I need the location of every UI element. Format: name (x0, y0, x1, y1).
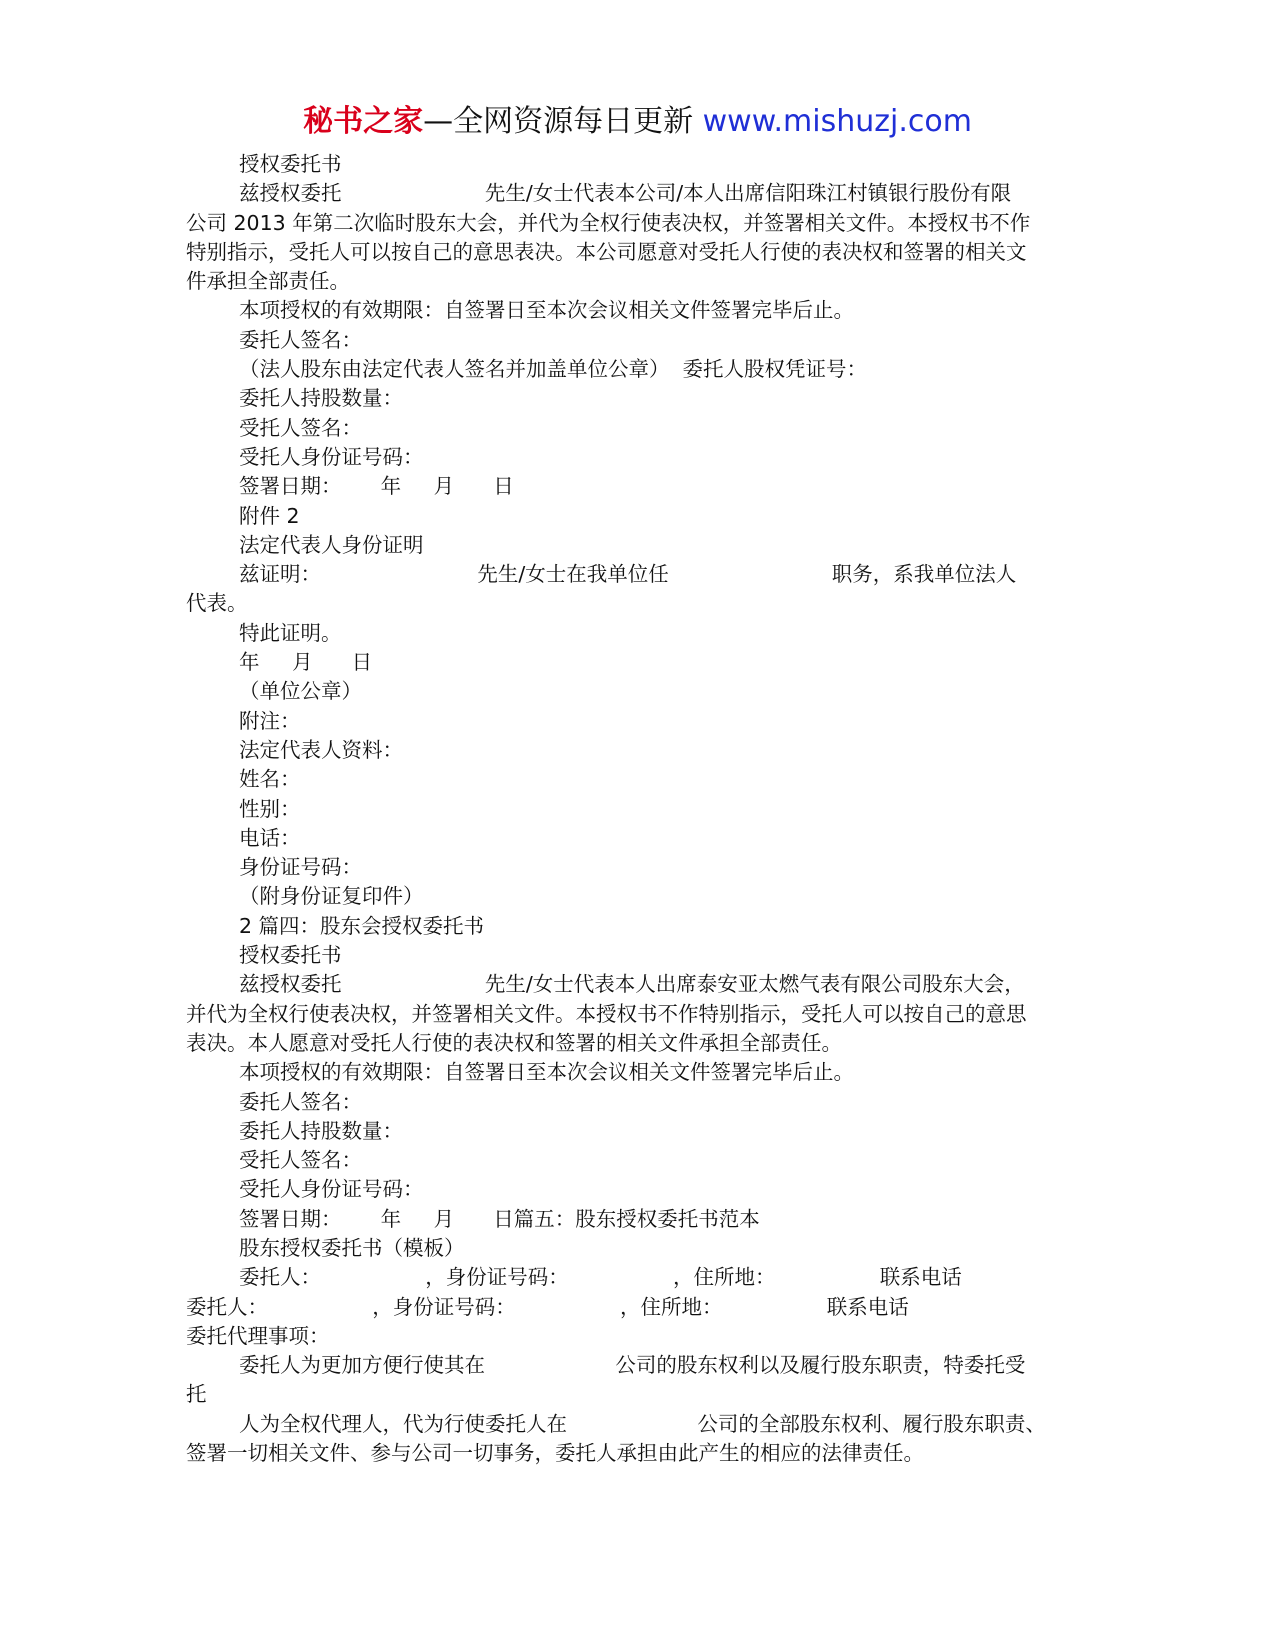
text-line: 委托人： ，身份证号码： ，住所地： 联系电话 (239, 1265, 962, 1290)
text-line: 本项授权的有效期限：自签署日至本次会议相关文件签署完毕后止。 (239, 1060, 854, 1085)
text-line: 委托人为更加方便行使其在 公司的股东权利以及履行股东职责，特委托受 (239, 1353, 1026, 1378)
text-line: （单位公章） (239, 679, 362, 704)
text-line: （附身份证复印件） (239, 884, 424, 909)
text-line: 授权委托书 (239, 152, 342, 176)
text-line: 2 篇四：股东会授权委托书 (239, 913, 485, 938)
text-line: 受托人签名： (239, 415, 362, 440)
document-body (186, 150, 1086, 1468)
text-line: （法人股东由法定代表人签名并加盖单位公章） 委托人股权凭证号： (239, 357, 868, 382)
text-line: 本项授权的有效期限：自签署日至本次会议相关文件签署完毕后止。 (239, 298, 854, 323)
brand-name: 秘书之家 (303, 104, 424, 139)
text-line: 兹证明： 先生/女士在我单位任 职务，系我单位法人 (239, 562, 1017, 587)
page-header (0, 100, 1275, 144)
text-line: 签署日期： 年 月 日篇五：股东授权委托书范本 (239, 1206, 760, 1231)
text-line: 附件 2 (239, 503, 300, 528)
text-line: 委托人签名： (239, 1089, 362, 1114)
text-line: 受托人身份证号码： (239, 1177, 424, 1202)
text-line: 代表。 (186, 591, 248, 616)
text-line: 公司 2013 年第二次临时股东大会，并代为全权行使表决权，并签署相关文件。本授权书不作 (186, 210, 1031, 235)
text-line: 授权委托书 (239, 943, 342, 968)
text-line: 法定代表人资料： (239, 737, 403, 762)
text-line: 签署日期： 年 月 日 (239, 474, 514, 499)
text-line: 件承担全部责任。 (186, 269, 350, 294)
website-link[interactable]: www.mishuzj.com (702, 104, 972, 139)
text-line: 兹授权委托 先生/女士代表本公司/本人出席信阳珠江村镇银行股份有限 (239, 181, 1012, 206)
text-line: 受托人签名： (239, 1148, 362, 1173)
text-line: 股东授权委托书（模板） (239, 1235, 465, 1260)
text-line: 表决。本人愿意对受托人行使的表决权和签署的相关文件承担全部责任。 (186, 1030, 842, 1055)
text-line: 签署一切相关文件、参与公司一切事务，委托人承担由此产生的相应的法律责任。 (186, 1441, 924, 1466)
text-line: 性别： (239, 796, 301, 821)
header-tagline: —全网资源每日更新 (423, 104, 694, 139)
text-line: 身份证号码： (239, 855, 362, 880)
text-line: 委托人签名： (239, 327, 362, 352)
text-line: 受托人身份证号码： (239, 444, 424, 469)
text-line: 委托人持股数量： (239, 1118, 403, 1143)
text-line: 并代为全权行使表决权，并签署相关文件。本授权书不作特别指示，受托人可以按自己的意思 (186, 1001, 1027, 1026)
text-line: 委托人： ，身份证号码： ，住所地： 联系电话 (186, 1294, 909, 1319)
text-line: 法定代表人身份证明 (239, 532, 424, 557)
text-line: 特别指示，受托人可以按自己的意思表决。本公司愿意对受托人行使的表决权和签署的相关文 (186, 239, 1027, 264)
text-line: 人为全权代理人，代为行使委托人在 公司的全部股东权利、履行股东职责、 (239, 1411, 1046, 1436)
text-line: 委托人持股数量： (239, 386, 403, 411)
text-line: 附注： (239, 708, 301, 733)
text-line: 特此证明。 (239, 620, 342, 645)
text-line: 托 (186, 1382, 207, 1407)
text-line: 电话： (239, 825, 301, 850)
text-line: 姓名： (239, 767, 301, 792)
text-line: 兹授权委托 先生/女士代表本人出席泰安亚太燃气表有限公司股东大会， (239, 972, 1025, 997)
text-line: 年 月 日 (239, 650, 373, 675)
text-line: 委托代理事项： (186, 1323, 330, 1348)
